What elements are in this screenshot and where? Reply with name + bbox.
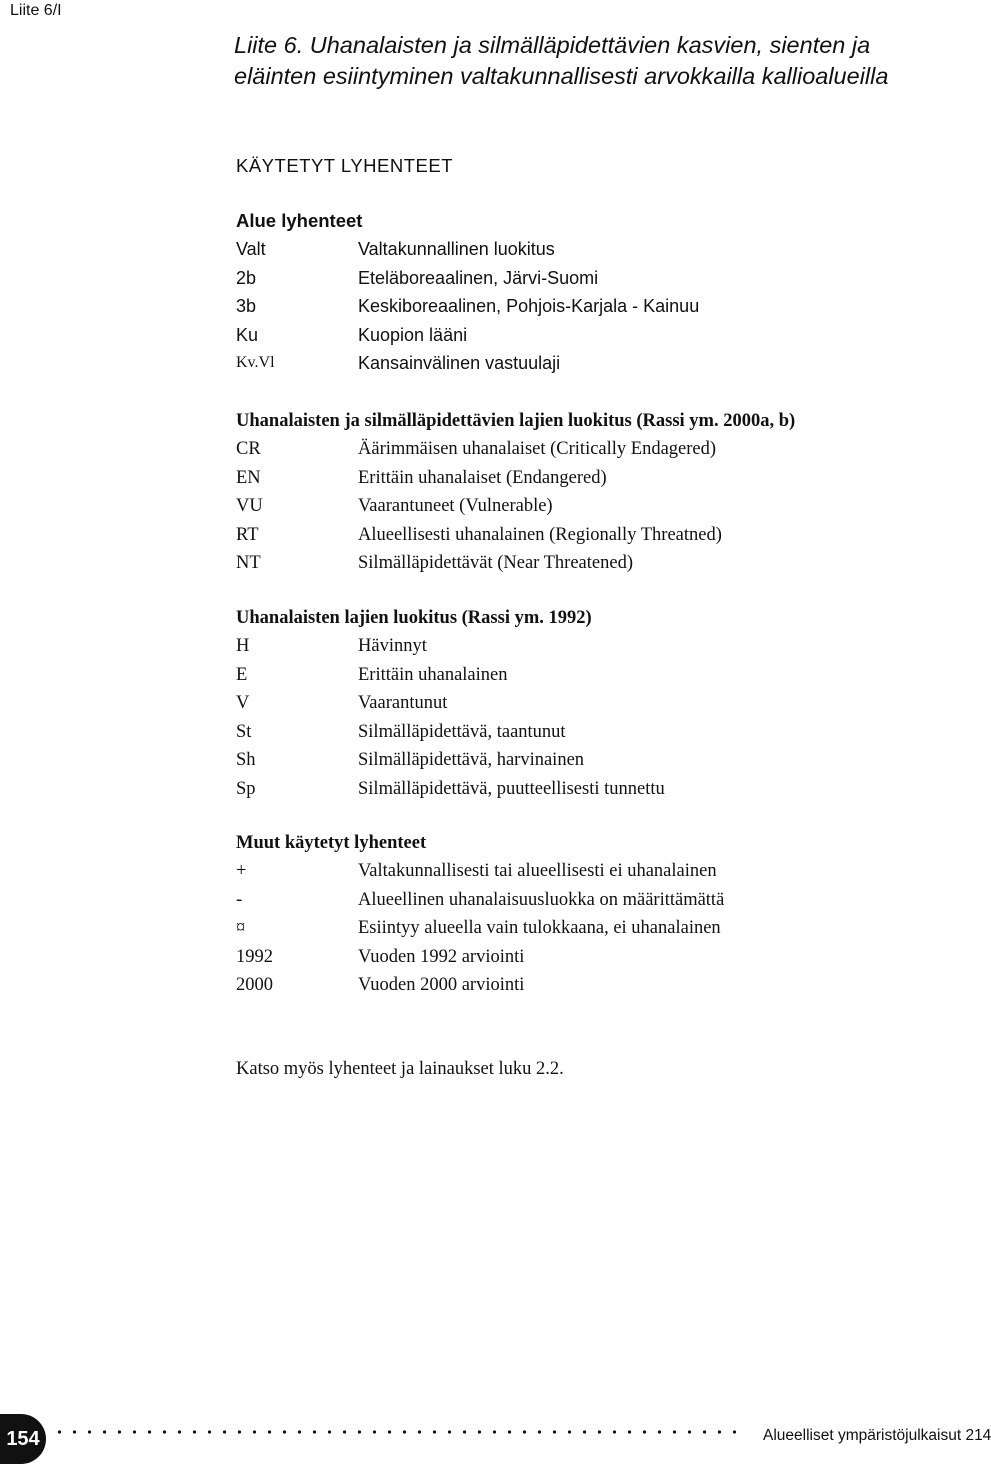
class-code: V xyxy=(236,693,250,713)
table-row xyxy=(236,549,936,578)
table-row xyxy=(236,235,936,264)
symbol-code: + xyxy=(236,861,247,881)
table-row xyxy=(236,349,936,378)
page-title: Liite 6. Uhanalaisten ja silmälläpidettävien kasvien, sienten ja eläinten esiintyminen valtakunnallisesti arvokkailla kallioalueilla xyxy=(234,32,889,89)
class-desc: Vaarantunut xyxy=(358,693,448,713)
symbol-code: - xyxy=(236,889,243,910)
class-desc: Erittäin uhanalaiset (Endangered) xyxy=(358,467,607,488)
table-row xyxy=(236,914,936,943)
area-abbreviations-heading: Alue lyhenteet xyxy=(236,210,363,231)
table-row xyxy=(236,943,936,972)
class-code: CR xyxy=(236,439,261,459)
other-abbreviations-section xyxy=(236,829,936,1000)
table-row xyxy=(236,746,936,775)
table-row xyxy=(236,492,936,521)
class-code: Sp xyxy=(236,778,256,799)
symbol-code: 2000 xyxy=(236,975,273,995)
abbr-code: 2b xyxy=(236,267,257,288)
table-row xyxy=(236,321,936,350)
page-number-badge: 154 xyxy=(0,1414,46,1464)
table-row xyxy=(236,718,936,747)
threat-classification-2000-heading: Uhanalaisten ja silmälläpidettävien lajien luokitus (Rassi ym. 2000a, b) xyxy=(236,411,796,431)
class-code: E xyxy=(236,664,248,685)
area-abbreviations-section xyxy=(236,207,936,378)
dotted-leader xyxy=(52,1428,742,1436)
see-also-note: Katso myös lyhenteet ja lainaukset luku 2.2. xyxy=(236,1059,564,1079)
other-abbreviations-heading: Muut käytetyt lyhenteet xyxy=(236,833,427,853)
table-row xyxy=(236,435,936,464)
abbr-code: 3b xyxy=(236,296,257,316)
symbol-code: ¤ xyxy=(236,918,246,938)
symbol-desc: Vuoden 2000 arviointi xyxy=(358,975,525,995)
class-desc: Hävinnyt xyxy=(358,636,427,656)
threat-classification-1992-heading: Uhanalaisten lajien luokitus (Rassi ym. 1992) xyxy=(236,608,592,628)
class-desc: Silmälläpidettävä, taantunut xyxy=(358,721,566,742)
abbr-desc: Keskiboreaalinen, Pohjois-Karjala - Kainuu xyxy=(358,296,700,316)
class-code: St xyxy=(236,721,252,742)
symbol-desc: Vuoden 1992 arviointi xyxy=(358,946,525,967)
class-code: Sh xyxy=(236,750,256,770)
class-desc: Vaarantuneet (Vulnerable) xyxy=(358,496,553,516)
abbr-code: Kv.Vl xyxy=(236,354,275,371)
class-desc: Alueellisesti uhanalainen (Regionally Threatned) xyxy=(358,524,722,545)
class-desc: Silmälläpidettävät (Near Threatened) xyxy=(358,553,633,573)
table-row xyxy=(236,661,936,690)
abbr-code: Valt xyxy=(236,239,266,259)
class-desc: Erittäin uhanalainen xyxy=(358,664,508,685)
abbr-desc: Eteläboreaalinen, Järvi-Suomi xyxy=(358,267,599,288)
table-row xyxy=(236,632,936,661)
class-desc: Silmälläpidettävä, puutteellisesti tunnettu xyxy=(358,778,665,799)
abbr-desc: Kuopion lääni xyxy=(358,324,468,345)
class-code: H xyxy=(236,636,250,656)
section-title: KÄYTETYT LYHENTEET xyxy=(236,155,453,176)
appendix-tag: Liite 6/I xyxy=(10,2,62,19)
class-code: NT xyxy=(236,553,261,573)
abbr-desc: Kansainvälinen vastuulaji xyxy=(358,353,561,373)
table-row xyxy=(236,464,936,493)
threat-classification-1992-section xyxy=(236,604,936,803)
abbr-desc: Valtakunnallinen luokitus xyxy=(358,239,555,259)
table-row xyxy=(236,292,936,321)
symbol-desc: Alueellinen uhanalaisuusluokka on määrittämättä xyxy=(358,889,725,910)
table-row xyxy=(236,775,936,804)
threat-classification-2000-section xyxy=(236,407,936,578)
table-row xyxy=(236,264,936,293)
table-row xyxy=(236,886,936,915)
class-desc: Silmälläpidettävä, harvinainen xyxy=(358,750,585,770)
class-code: RT xyxy=(236,524,259,545)
table-row xyxy=(236,857,936,886)
class-code: EN xyxy=(236,467,261,488)
table-row xyxy=(236,689,936,718)
publication-name: Alueelliset ympäristöjulkaisut 214 xyxy=(763,1427,991,1444)
class-desc: Äärimmäisen uhanalaiset (Critically Endagered) xyxy=(358,439,717,459)
symbol-desc: Valtakunnallisesti tai alueellisesti ei uhanalainen xyxy=(358,861,717,881)
table-row xyxy=(236,971,936,1000)
table-row xyxy=(236,521,936,550)
class-code: VU xyxy=(236,496,263,516)
symbol-desc: Esiintyy alueella vain tulokkaana, ei uhanalainen xyxy=(358,918,721,938)
abbr-code: Ku xyxy=(236,324,259,345)
symbol-code: 1992 xyxy=(236,946,273,967)
